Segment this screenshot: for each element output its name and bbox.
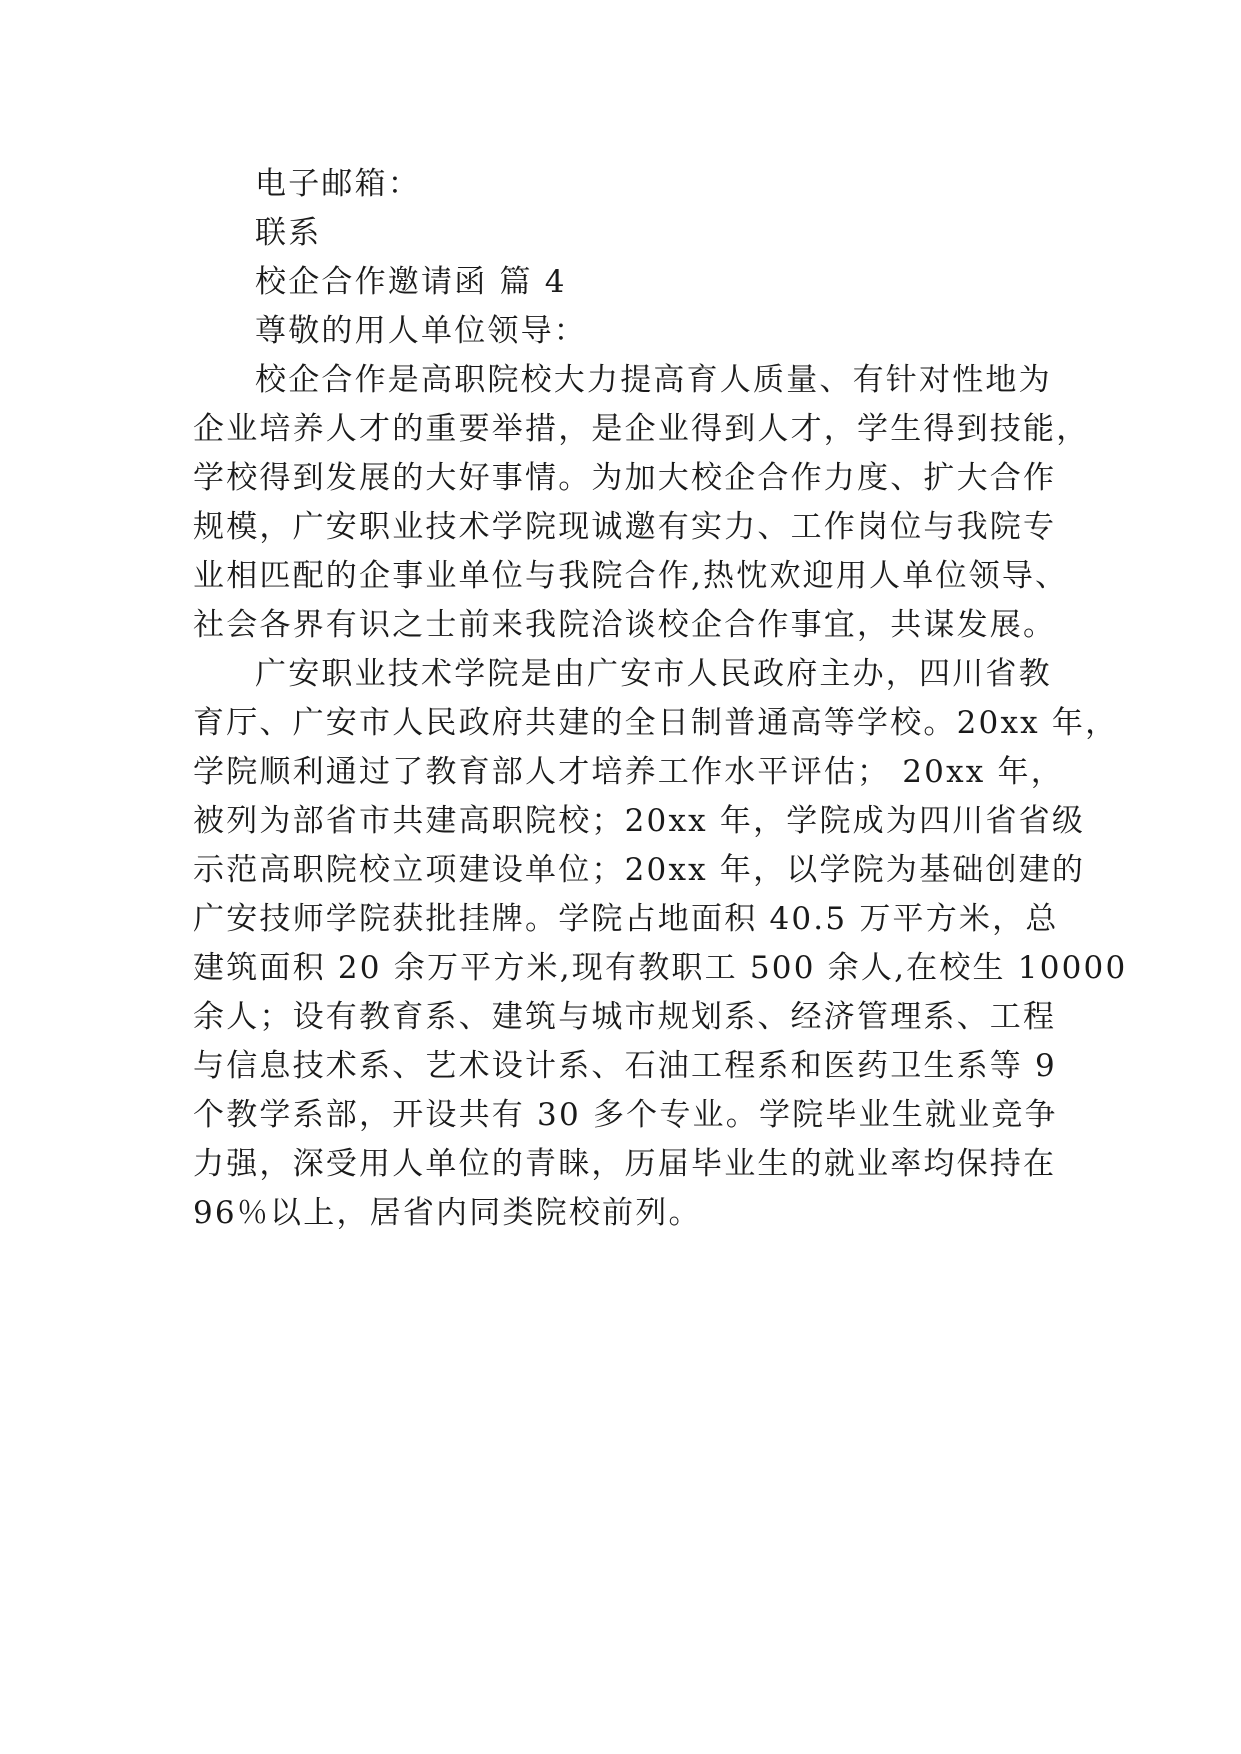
paragraph-college-introduction (193, 650, 1128, 1238)
salutation-line: 尊敬的用人单位领导： (255, 313, 587, 349)
paragraph-line: 个教学系部，开设共有 30 多个专业。学院毕业生就业竞争 (193, 1097, 1058, 1133)
paragraph-line: 业相匹配的企事业单位与我院合作,热忱欢迎用人单位领导、 (193, 558, 1069, 594)
paragraph-line: 育厅、广安市人民政府共建的全日制普通高等学校。20xx 年， (193, 705, 1119, 741)
paragraph-line: 校企合作是高职院校大力提高育人质量、有针对性地为 (255, 362, 1052, 398)
paragraph-line: 示范高职院校立项建设单位；20xx 年，以学院为基础创建的 (193, 852, 1086, 888)
paragraph-cooperation-invitation (193, 356, 1090, 650)
paragraph-line: 广安职业技术学院是由广安市人民政府主办，四川省教 (255, 656, 1052, 692)
email-label-line: 电子邮箱： (255, 166, 421, 202)
paragraph-line: 学校得到发展的大好事情。为加大校企合作力度、扩大合作 (193, 460, 1057, 496)
paragraph-line: 余人；设有教育系、建筑与城市规划系、经济管理系、工程 (193, 999, 1057, 1035)
paragraph-line: 被列为部省市共建高职院校；20xx 年，学院成为四川省省级 (193, 803, 1086, 839)
paragraph-line: 广安技师学院获批挂牌。学院占地面积 40.5 万平方米，总 (193, 901, 1059, 937)
paragraph-line: 企业培养人才的重要举措，是企业得到人才，学生得到技能， (193, 411, 1090, 447)
paragraph-line: 建筑面积 20 余万平方米,现有教职工 500 余人,在校生 10000 (193, 950, 1128, 986)
contact-label-line: 联系 (255, 215, 322, 251)
letter-title-line: 校企合作邀请函 篇 4 (255, 264, 567, 300)
paragraph-line: 规模，广安职业技术学院现诚邀有实力、工作岗位与我院专 (193, 509, 1057, 545)
paragraph-line: 与信息技术系、艺术设计系、石油工程系和医药卫生系等 9 (193, 1048, 1057, 1084)
paragraph-line: 力强，深受用人单位的青睐，历届毕业生的就业率均保持在 (193, 1146, 1057, 1182)
paragraph-line: 96％以上，居省内同类院校前列。 (193, 1195, 702, 1231)
paragraph-line: 学院顺利通过了教育部人才培养工作水平评估； 20xx 年， (193, 754, 1064, 790)
paragraph-line: 社会各界有识之士前来我院洽谈校企合作事宜，共谋发展。 (193, 607, 1057, 643)
document-body (193, 160, 1128, 1238)
